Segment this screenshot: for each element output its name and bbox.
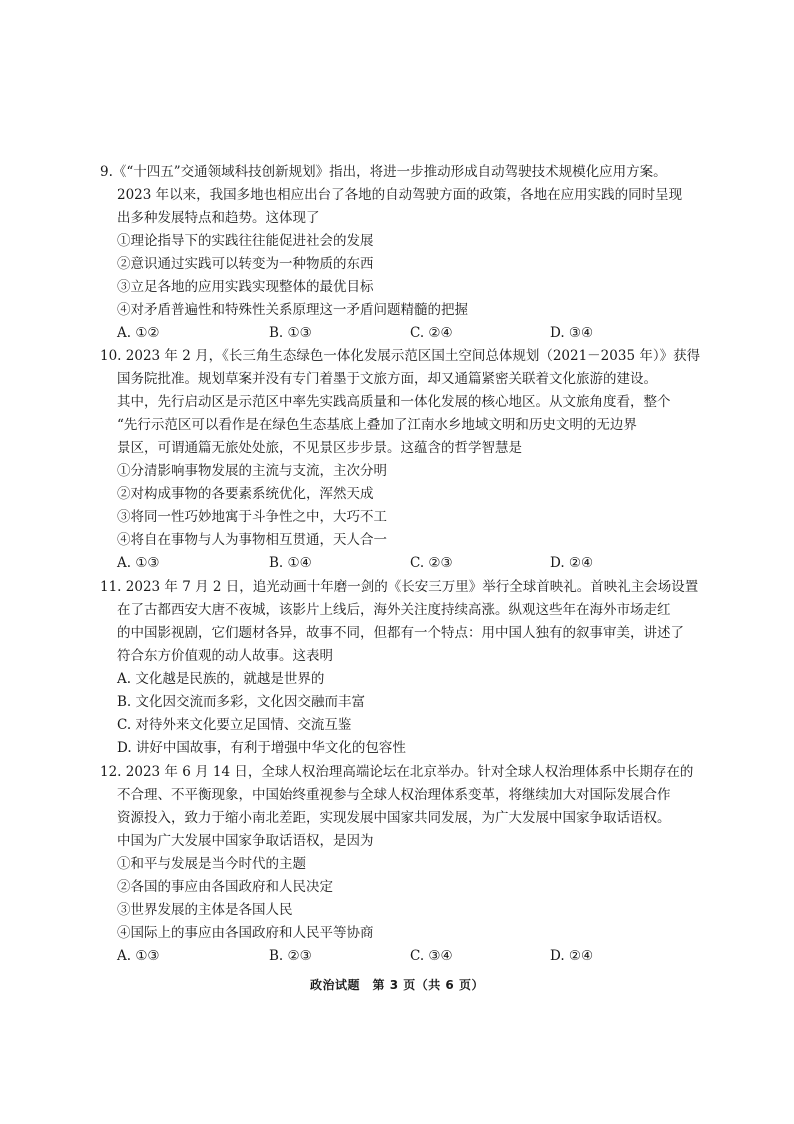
statement-option: ①和平与发展是当今时代的主题 bbox=[117, 856, 306, 872]
question-12 bbox=[100, 761, 700, 968]
statement-option: ②对构成事物的各要素系统优化，浑然天成 bbox=[117, 486, 374, 502]
statement-option: ③世界发展的主体是各国人民 bbox=[117, 902, 293, 918]
question-stem-line: 的中国影视剧，它们题材各异，故事不同，但都有一个特点：用中国人独有的叙事审美，讲述了 bbox=[117, 625, 684, 641]
question-stem-line: 符合东方价值观的动人故事。这表明 bbox=[117, 648, 333, 664]
statement-option: ③立足各地的应用实践实现整体的最优目标 bbox=[117, 279, 374, 295]
question-stem-line: 不合理、不平衡现象，中国始终重视参与全球人权治理体系变革，将继续加大对国际发展合作 bbox=[117, 787, 671, 803]
statement-option: ①理论指导下的实践往往能促进社会的发展 bbox=[117, 233, 374, 249]
choice-a: A. ①③ bbox=[117, 948, 160, 964]
choice-c: C. ②③ bbox=[410, 555, 453, 571]
question-stem-line: 出多种发展特点和趋势。这体现了 bbox=[117, 210, 320, 226]
choice-a: A. ①② bbox=[117, 325, 160, 341]
choice-c: C. ③④ bbox=[410, 948, 453, 964]
choice-d: D. ②④ bbox=[550, 948, 594, 964]
question-stem-line: 中国为广大发展中国家争取话语权，是因为 bbox=[117, 833, 374, 849]
statement-option: ③将同一性巧妙地寓于斗争性之中，大巧不工 bbox=[117, 509, 387, 525]
statement-option: ②各国的事应由各国政府和人民决定 bbox=[117, 879, 333, 895]
answer-option-d: D. 讲好中国故事，有利于增强中华文化的包容性 bbox=[117, 740, 406, 756]
choice-a: A. ①③ bbox=[117, 555, 160, 571]
statement-option: ①分清影响事物发展的主流与支流，主次分明 bbox=[117, 463, 387, 479]
choice-d: D. ②④ bbox=[550, 555, 594, 571]
choice-c: C. ②④ bbox=[410, 325, 453, 341]
choice-b: B. ①③ bbox=[269, 325, 312, 341]
answer-choices bbox=[100, 552, 700, 575]
choice-d: D. ③④ bbox=[550, 325, 594, 341]
question-stem-line: 国务院批准。规划草案并没有专门着墨于文旅方面，却又通篇紧密关联着文化旅游的建设。 bbox=[117, 371, 657, 387]
question-stem-line: 其中，先行启动区是示范区中率先实践高质量和一体化发展的核心地区。从文旅角度看，整个 bbox=[117, 394, 671, 410]
statement-option: ④将自在事物与人为事物相互贯通，天人合一 bbox=[117, 532, 387, 548]
question-stem-line: 在了古都西安大唐不夜城，该影片上线后，海外关注度持续高涨。纵观这些年在海外市场走红 bbox=[117, 602, 671, 618]
question-11 bbox=[100, 576, 700, 760]
question-stem-line: 9.《“十四五”交通领域科技创新规划》指出，将进一步推动形成自动驾驶技术规模化应用方案。 bbox=[100, 164, 667, 180]
question-stem-line: 景区，可谓通篇无旅处处旅，不见景区步步景。这蕴含的哲学智慧是 bbox=[117, 440, 522, 456]
answer-option-b: B. 文化因交流而多彩，文化因交融而丰富 bbox=[117, 694, 366, 710]
question-stem-line: 资源投入，致力于缩小南北差距，实现发展中国家共同发展，为广大发展中国家争取话语权。 bbox=[117, 810, 671, 826]
answer-option-c: C. 对待外来文化要立足国情、交流互鉴 bbox=[117, 717, 352, 733]
question-stem-line: 2023 年以来，我国多地也相应出台了各地的自动驾驶方面的政策，各地在应用实践的同时呈现 bbox=[117, 187, 683, 203]
answer-choices bbox=[100, 322, 700, 345]
choice-b: B. ②③ bbox=[269, 948, 312, 964]
statement-option: ②意识通过实践可以转变为一种物质的东西 bbox=[117, 256, 374, 272]
statement-option: ④对矛盾普遍性和特殊性关系原理这一矛盾问题精髓的把握 bbox=[117, 302, 468, 318]
statement-option: ④国际上的事应由各国政府和人民平等协商 bbox=[117, 925, 374, 941]
question-9 bbox=[100, 161, 700, 345]
question-10 bbox=[100, 345, 700, 575]
question-stem-line: “先行示范区可以看作是在绿色生态基底上叠加了江南水乡地域文明和历史文明的无边界 bbox=[117, 417, 637, 433]
question-stem-line: 11. 2023 年 7 月 2 日，追光动画十年磨一剑的《长安三万里》举行全球首映礼。首映礼主会场设置 bbox=[100, 579, 699, 595]
answer-choices bbox=[100, 945, 700, 968]
page-footer: 政治试题 第 3 页（共 6 页） bbox=[310, 978, 484, 992]
question-stem-line: 12. 2023 年 6 月 14 日，全球人权治理高端论坛在北京举办。针对全球人权治理体系中长期存在的 bbox=[100, 764, 694, 780]
choice-b: B. ①④ bbox=[269, 555, 312, 571]
answer-option-a: A. 文化越是民族的，就越是世界的 bbox=[117, 671, 325, 687]
question-stem-line: 10. 2023 年 2 月，《长三角生态绿色一体化发展示范区国土空间总体规划（2021－2035 年）》获得 bbox=[100, 348, 700, 364]
